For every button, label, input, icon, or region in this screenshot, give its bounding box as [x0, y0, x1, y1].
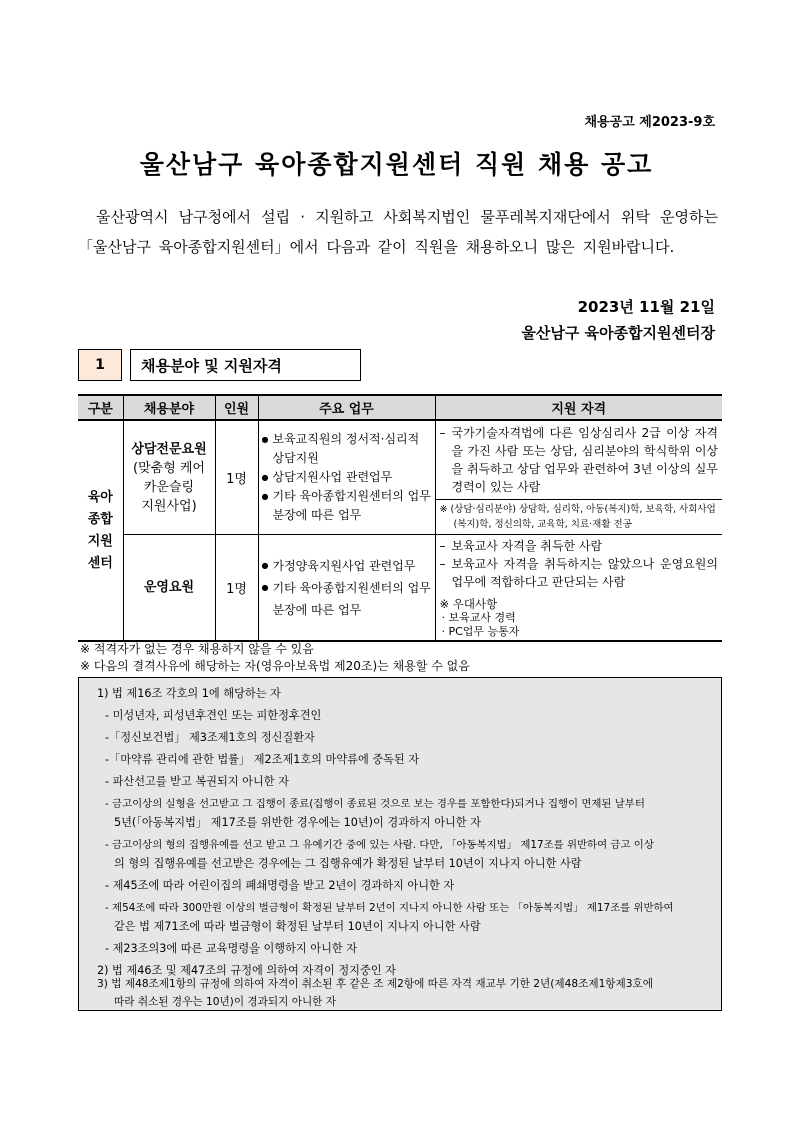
section-title: 채용분야 및 지원자격 [130, 349, 361, 381]
table-row [78, 535, 722, 642]
preference-item: · PC업무 능통자 [441, 625, 520, 638]
disqualification-line: -「마약류 관리에 관한 법률」 제2조제1호의 마약류에 중독된 자 [105, 753, 420, 766]
disqualification-line: - 제54조에 따라 300만원 이상의 벌금형이 확정된 날부터 2년이 지나지 아니한 사람 또는 「아동복지법」 제17조를 위반하여 [105, 902, 674, 914]
signer: 울산남구 육아종합지원센터장 [521, 324, 715, 342]
disqualification-line: 5년(「아동복지법」 제17조를 위반한 경우에는 10년)이 경과하지 아니한 자 [114, 816, 481, 829]
duty-item: ● 기타 육아종합지원센터의 업무분장에 따른 업무 [273, 577, 435, 621]
header-count: 인원 [215, 395, 258, 420]
qualification-cell [435, 535, 722, 642]
gubun-line: 센터 [87, 555, 113, 571]
disqualification-line: 따라 취소된 경우는 10년)이 경과되지 아니한 자 [114, 996, 337, 1008]
table-header-row [78, 395, 722, 420]
header-field: 채용분야 [123, 395, 215, 420]
header-gubun: 구분 [78, 395, 123, 420]
disqualification-line: - 제45조에 따라 어린이집의 폐쇄명령을 받고 2년이 경과하지 아니한 자 [105, 879, 455, 892]
gubun-line: 종합 [87, 511, 113, 527]
preference-item: · 보육교사 경력 [441, 611, 516, 624]
qualification-item: – 보육교사 자격을 취득한 사람 [440, 537, 719, 555]
disqualification-line: - 미성년자, 피성년후견인 또는 피한정후견인 [105, 709, 322, 722]
notice-number: 채용공고 제2023-9호 [584, 115, 715, 130]
qualification-cell [435, 420, 722, 500]
duties-cell [258, 420, 435, 535]
gubun-line: 지원 [87, 533, 113, 549]
gubun-line: 육아 [87, 489, 113, 505]
disqualification-line: 의 형의 집행유예를 선고받은 경우에는 그 집행유예가 확정된 날부터 10년이 지나지 아니한 사람 [114, 857, 582, 870]
section-number: 1 [78, 349, 122, 381]
note-line: ※ 다음의 결격사유에 해당하는 자(영유아보육법 제20조)는 채용할 수 없음 [80, 659, 470, 673]
field-cell [123, 420, 215, 535]
field-line: 지원사업) [141, 498, 197, 514]
disqualification-line: - 파산선고를 받고 복권되지 아니한 자 [105, 775, 289, 788]
disqualification-line: -「정신보건법」 제3조제1호의 정신질환자 [105, 731, 315, 744]
count-cell: 1명 [215, 535, 258, 642]
header-duties: 주요 업무 [258, 395, 435, 420]
duty-item: ● 상담지원사업 관련업무 [273, 468, 435, 487]
disqualification-line: 같은 법 제71조에 따라 벌금형이 확정된 날부터 10년이 지나지 아니한 사람 [114, 920, 481, 933]
intro-paragraph: 울산광역시 남구청에서 설립 · 지원하고 사회복지법인 물푸레복지재단에서 위탁 운영하는 「울산남구 육아종합지원센터」에서 다음과 같이 직원을 채용하오니 많은 지원바랍니다. [78, 208, 718, 256]
duty-item: ● 보육교직원의 정서적·심리적 상담지원 [273, 430, 435, 468]
table-row [78, 420, 722, 500]
field-line: 상담전문요원 [131, 441, 207, 457]
duty-item: ● 가정양육지원사업 관련업무 [273, 555, 435, 577]
field-cell: 운영요원 [123, 535, 215, 642]
header-qualifications: 지원 자격 [435, 395, 722, 420]
field-line: 카운슬링 [143, 479, 195, 495]
gubun-cell [78, 420, 123, 641]
qualification-note-cell [435, 500, 722, 535]
count-cell: 1명 [215, 420, 258, 535]
disqualification-line: - 금고이상의 실형을 선고받고 그 집행이 종료(집행이 종료된 것으로 보는 경우를 포함한다)되거나 집행이 면제된 날부터 [105, 798, 645, 810]
page-title: 울산남구 육아종합지원센터 직원 채용 공고 [139, 150, 654, 179]
disqualification-line: 2) 법 제46조 및 제47조의 규정에 의하여 자격이 정지중인 자 [97, 964, 396, 977]
note-line: ※ 적격자가 없는 경우 채용하지 않을 수 있음 [80, 642, 314, 656]
qualification-note: ※ (상담·심리분야) 상담학, 심리학, 아동(복지)학, 보육학, 사회사업(복지)학, 정신의학, 교육학, 치료·재활 전공 [439, 504, 716, 530]
duties-cell [258, 535, 435, 642]
qualification-item: – 국가기술자격법에 다른 임상심리사 2급 이상 자격을 가진 사람 또는 상담, 심리분야의 학식학위 이상을 취득하고 상담 업무와 관련하여 3년 이상의 실무경력이 있는 사람 [440, 424, 719, 496]
qualification-item: – 보육교사 자격을 취득하지는 않았으나 운영요원의 업무에 적합하다고 판단되는 사람 [440, 555, 719, 591]
disqualification-line: 1) 법 제16조 각호의 1에 해당하는 자 [97, 687, 281, 700]
disqualification-box [78, 677, 722, 1011]
field-line: (맞춤형 케어 [133, 460, 205, 476]
disqualification-line: - 금고이상의 형의 집행유예를 선고 받고 그 유예기간 중에 있는 사람. 다만, 「아동복지법」 제17조를 위반하여 금고 이상 [105, 839, 654, 851]
notice-date: 2023년 11월 21일 [577, 298, 715, 316]
duty-item: ● 기타 육아종합지원센터의 업무분장에 따른 업무 [273, 487, 435, 525]
disqualification-line: 3) 법 제48조제1항의 규정에 의하여 자격이 취소된 후 같은 조 제2항에 따른 자격 재교부 기한 2년(제48조제1항제3호에 [97, 978, 653, 990]
recruitment-table [78, 394, 722, 642]
disqualification-line: - 제23조의3에 따른 교육명령을 이행하지 아니한 자 [105, 942, 358, 955]
preference-title: ※ 우대사항 [439, 597, 498, 611]
